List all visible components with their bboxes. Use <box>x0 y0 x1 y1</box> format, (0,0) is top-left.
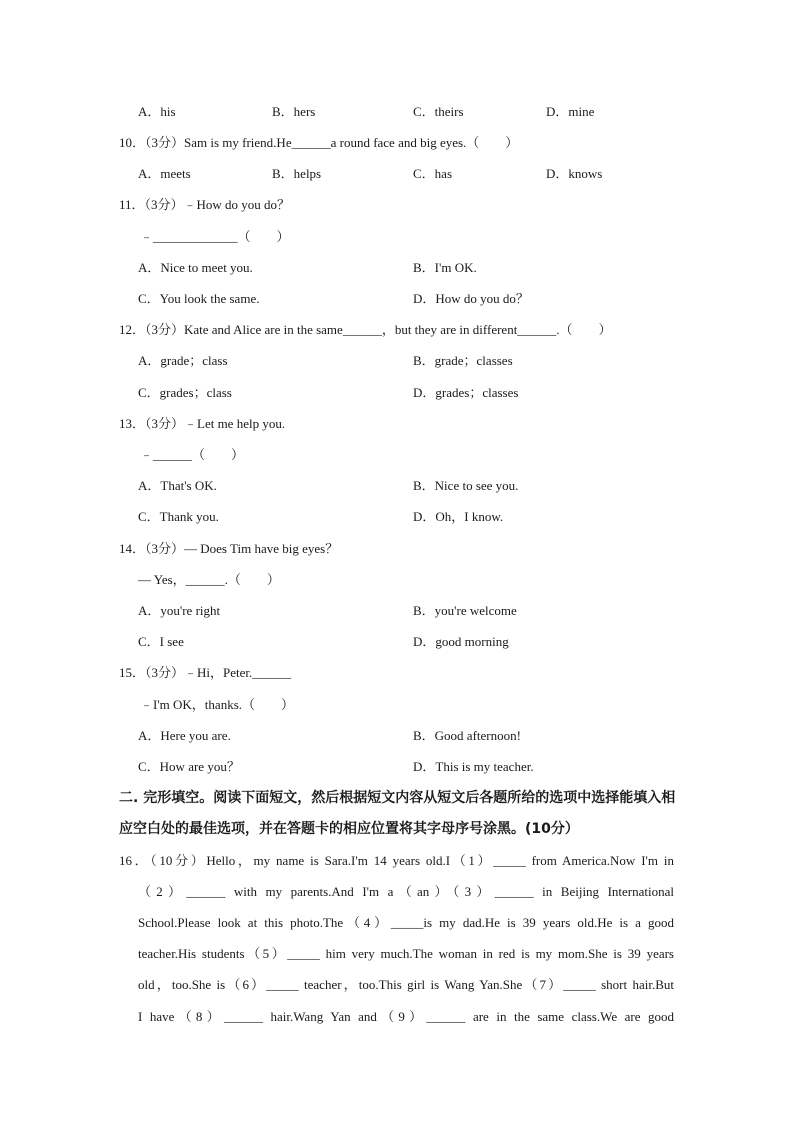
q12-option-d: D．grades；classes <box>413 385 519 400</box>
q9-option-b: B．hers <box>272 104 316 119</box>
q10-option-d: D．knows <box>546 166 603 181</box>
q15-stem: 15．（3分）﹣Hi，Peter.______ <box>119 665 292 680</box>
section-2-title-line-2: 应空白处的最佳选项，并在答题卡的相应位置将其字母序号涂黑。(10分） <box>119 821 579 837</box>
q15-option-c: C．How are you？ <box>138 759 240 774</box>
q9-option-a: A．his <box>138 104 176 119</box>
q15-reply: ﹣I'm OK，thanks.（ ） <box>140 697 295 712</box>
q14-reply: — Yes，______.（ ） <box>138 572 280 587</box>
q10-option-c: C．has <box>413 166 453 181</box>
q13-option-c: C．Thank you. <box>138 509 219 524</box>
q12-stem: 12．（3分）Kate and Alice are in the same______，but they are in different______.（ ） <box>119 322 612 337</box>
q11-stem: 11．（3分）﹣How do you do？ <box>119 197 291 212</box>
q12-option-c: C．grades；class <box>138 385 232 400</box>
q9-option-c: C．theirs <box>413 104 464 119</box>
q13-reply: ﹣______（ ） <box>140 447 245 462</box>
q11-option-d: D．How do you do？ <box>413 291 529 306</box>
q10-option-a: A．meets <box>138 166 191 181</box>
q10-option-b: B．helps <box>272 166 322 181</box>
q11-option-c: C．You look the same. <box>138 291 260 306</box>
q13-option-d: D．Oh，I know. <box>413 509 504 524</box>
q16-line-6: I have（8）______ hair.Wang Yan and（9）______ are in the same class.We are good <box>138 1009 674 1024</box>
q14-option-a: A．you're right <box>138 603 221 618</box>
q14-option-d: D．good morning <box>413 634 509 649</box>
q16-line-4: teacher.His students（5）_____ him very much.The woman in red is my mom.She is 39 years <box>138 946 674 961</box>
q14-option-b: B．you're welcome <box>413 603 517 618</box>
q14-stem: 14．（3分）— Does Tim have big eyes？ <box>119 541 339 556</box>
q16-line-2: （2）______ with my parents.And I'm a（an）（3）______ in Beijing International <box>138 884 674 899</box>
q11-reply: ﹣_____________（ ） <box>140 229 290 244</box>
q14-option-c: C．I see <box>138 634 184 649</box>
q10-stem: 10．（3分）Sam is my friend.He______a round face and big eyes.（ ） <box>119 135 519 150</box>
q15-option-b: B．Good afternoon! <box>413 728 521 743</box>
q9-option-d: D．mine <box>546 104 595 119</box>
q11-option-a: A．Nice to meet you. <box>138 260 253 275</box>
q11-option-b: B．I'm OK. <box>413 260 477 275</box>
q12-option-a: A．grade；class <box>138 353 228 368</box>
q13-stem: 13．（3分）﹣Let me help you. <box>119 416 286 431</box>
q16-line-1: 16．（10分）Hello，my name is Sara.I'm 14 years old.I（1）_____ from America.Now I'm in <box>119 853 674 868</box>
section-2-title-line-1: 二. 完形填空。阅读下面短文，然后根据短文内容从短文后各题所给的选项中选择能填入相 <box>119 790 676 806</box>
q15-option-a: A．Here you are. <box>138 728 231 743</box>
q16-line-5: old，too.She is（6）_____ teacher，too.This girl is Wang Yan.She（7）_____ short hair.But <box>138 977 674 992</box>
q16-line-3: School.Please look at this photo.The（4）_____is my dad.He is 39 years old.He is a good <box>138 915 674 930</box>
q13-option-b: B．Nice to see you. <box>413 478 519 493</box>
q13-option-a: A．That's OK. <box>138 478 217 493</box>
q15-option-d: D．This is my teacher. <box>413 759 534 774</box>
q12-option-b: B．grade；classes <box>413 353 513 368</box>
